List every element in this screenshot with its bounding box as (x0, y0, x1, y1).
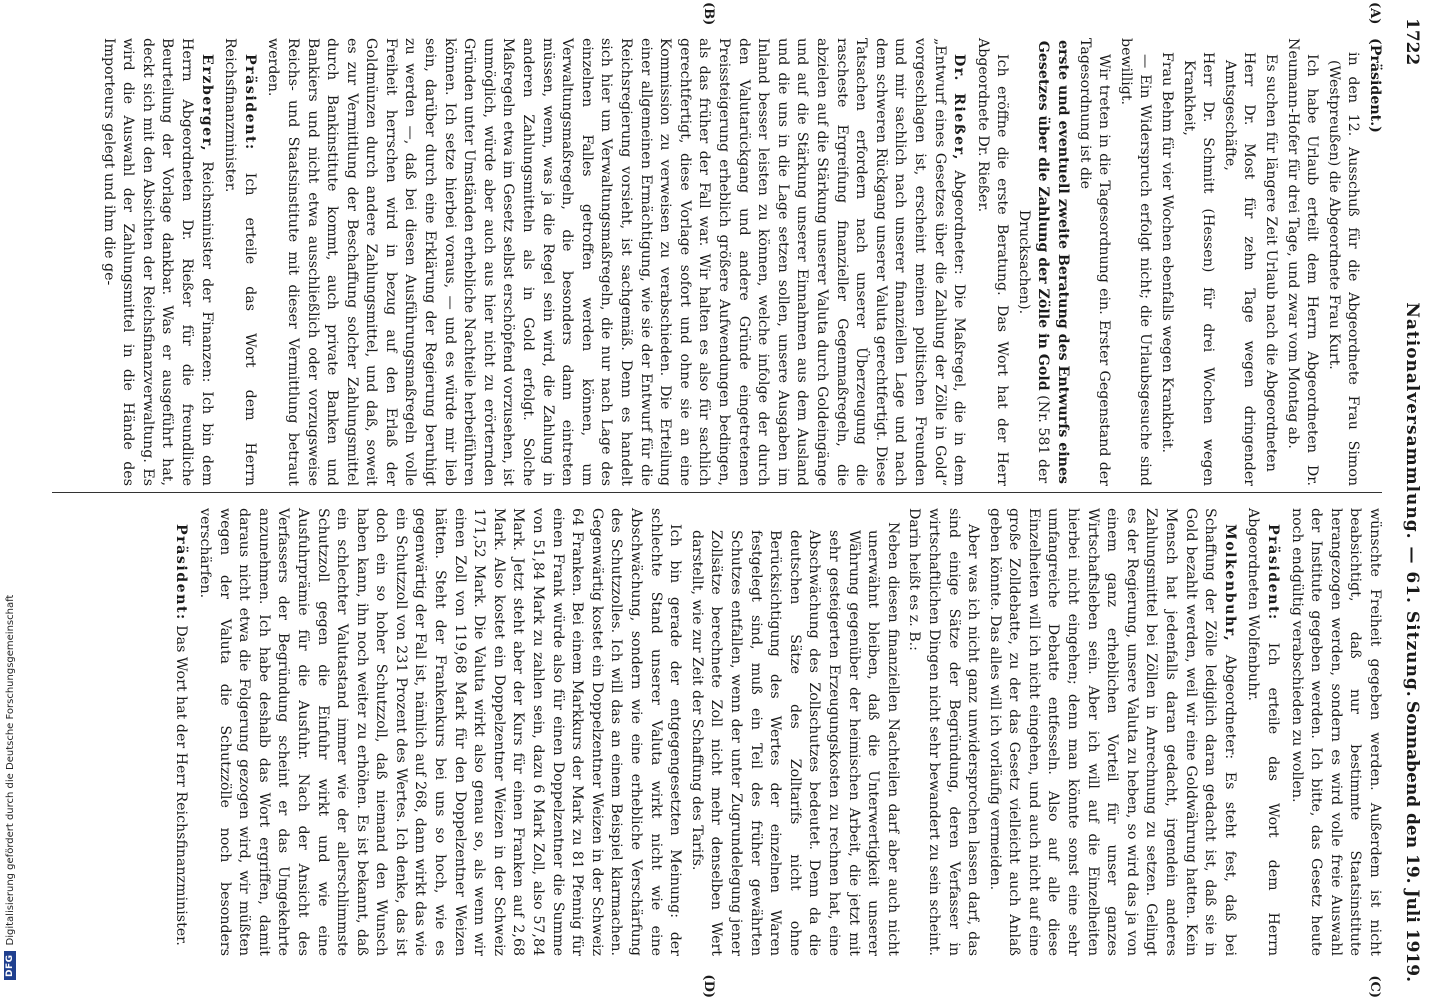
caption-text: Digitalisierung gefördert durch die Deutsche Forschungsgemeinschaft (4, 594, 16, 946)
speech: Präsident: Ich erteile das Wort dem Herrn Abgeordneten Wolfenbuhr. (1245, 508, 1282, 956)
quotation: Neben diesen finanziellen Nachteilen darf aber auch nicht unerwähnt bleiben, daß die Unterwertigkeit unserer Währung gegenüber der heimischen Arbeit, die jetzt mit sehr gesteigerten Erzeugungskosten zu rechnen hat, eine Abschwächung des Zollschutzes bedeutet. Denn da die deutschen Sätze des Zolltarifs nicht ohne Berücksichtigung des Wertes der einzelnen Waren festgelegt sind, muß ein Teil des früher gewährten Schutzes entfallen, wenn der unter Zugrundelegung jener Zollsätze berechnete Zoll nicht mehr denselben Wert darstellt, wie zur Zeit der Schaffung des Tarifs. (688, 522, 901, 956)
speech: Präsident: Das Wort hat der Herr Reichsfinanzminister. (173, 524, 190, 946)
paragraph: Ich habe Urlaub erteilt dem Herrn Abgeordneten Dr. Neumann-Hofer für drei Tage, und zwar vom Montag ab. (1284, 38, 1321, 486)
list-item: Frau Behm für vier Wochen ebenfalls wegen Krankheit. (1159, 52, 1176, 453)
list-item: Herr Dr. Most für zehn Tage wegen dringender Amtsgeschäfte, (1221, 52, 1258, 486)
dfg-logo: DFG (4, 951, 16, 980)
speech: Dr. Rießer, Abgeordneter: Die Maßregel, die in dem „Entwurf eines Gesetzes über die Zahlung der Zölle in Gold“ vorgeschlagen ist, erscheint meinen politischen Freunden und mir sachlich nach unserer finanziellen Lage und nach dem schweren Rückgang unserer Valuta gerechtfertigt. Diese Tatsachen erfordern nach unserer Überzeugung die rascheste Ergreifung finanzieller Gegenmaßregeln, die abzielen auf die Stärkung unserer Valuta durch Goldeingänge und auf die Stärkung unserer Einnahmen aus dem Ausland und die uns in die Lage setzen sollen, unsere Ausgaben im Inland besser leisten zu können, welche infolge der durch den Valutarückgang und andere Gründe eingetretenen Preissteigerung erheblich größere Aufwendungen bedingen, als das früher der Fall war. Wir halten es also für sachlich gerechtfertigt, diese Vorlage sofort und ohne sie an eine Kommission zu verweisen zu verabschieden. Die Erteilung einer allgemeinen Ermächtigung, wie sie der Entwurf für die Reichsregierung vorsieht, ist sachgemäß. Denn es handelt sich hier um Verwaltungsmaßregeln, die nur nach Lage des einzelnen Falles getroffen werden können, um Verwaltungsmaßregeln, die besonders dann eintreten müssen, wenn, was ja die Regel sein wird, die Zahlung in anderen Zahlungsmitteln als in Gold erfolgt. Solche Maßregeln etwa im Gesetz selbst erschöpfend vorzusehen, ist unmöglich, würde aber auch aus hier nicht zu erörternden Gründen unter Umständen erhebliche Nachteile herbeiführen können. Ich setze hierbei voraus, — und es würde mir lieb sein, darüber durch eine Erklärung der Regierung beruhigt zu werden —, daß bei diesen Ausführungsmaßregeln volle Freiheit herrschen wird in bezug auf den Erlaß der Goldmünzen durch andere Zahlungsmittel, und daß, soweit es zur Vermittlung der Beschaffung solcher Zahlungsmittel durch Bankinstitute kommt, auch private Banken und Bankiers und nicht etwa ausschließlich oder vorzugsweise Reichs- und Staatsinstitute mit dieser Vermittlung betraut werden. (265, 38, 968, 486)
margin-mark-a: (A) (1367, 2, 1382, 25)
agenda-item: erste und eventuell zweite Beratung des Entwurfs eines Gesetzes über die Zahlung der Zölle in Gold (Nr. 581 der Drucksachen). (1015, 40, 1072, 484)
paragraph: Ich bin gerade der entgegengesetzten Meinung: der schlechte Stand unserer Valuta wirkt nicht wie eine Abschwächung, sondern wie eine erhebliche Verschärfung des Schutzzolles. Ich will das an einem Beispiel klarmachen. Gegenwärtig kostet ein Doppelzentner Weizen in der Schweiz 64 Franken. Bei einem Markkurs der Mark zu 81 Pfennig für einen Frank würde also für einen Doppelzentner die Summe von 51,84 Mark zu zahlen sein, dazu 6 Mark Zoll, also 57,84 Mark. Jetzt steht aber der Kurs für einen Franken auf 2,68 Mark. Also kostet ein Doppelzentner Weizen in der Schweiz 171,52 Mark. Die Valuta wirkt also genau so, als wenn wir einen Zoll von 119,68 Mark für den Doppelzentner Weizen hätten. Steht der Frankenkurs bei uns so hoch, wie es gegenwärtig der Fall ist, nämlich auf 268, dann wirkt das wie ein Schutzzoll von 231 Prozent des Wertes. Ich denke, das ist doch ein so hoher Schutzzoll, daß niemand den Wunsch haben kann, ihn noch weiter zu erhöhen. Es ist bekannt, daß ein schlechter Valutastand immer wie der allerschlimmste Schutzzoll gegen die Einfuhr wirkt und wie eine Ausfuhrprämie für die Ausfuhr. Nach der Ansicht des Verfassers der Begründung scheint er das Umgekehrte anzunehmen. Ich habe deshalb das Wort ergriffen, damit daraus nicht etwa die Folgerung gezogen wird, wir müßten wegen der Valuta die Schutzzölle noch besonders verschärfen. (196, 508, 684, 956)
session-date: Sonnabend den 19. Juli 1919. (1402, 700, 1422, 982)
list-item: Herr Dr. Schmitt (Hessen) für drei Wochen wegen Krankheit, (1180, 52, 1217, 486)
page-number: 1722 (1402, 18, 1422, 66)
rotated-page (40, 0, 1434, 1000)
speaker-label: (Präsident.) (1367, 38, 1383, 133)
margin-mark-b: (B) (701, 2, 716, 26)
speech: Präsident: Ich erteile das Wort dem Herrn Reichsfinanzminister. (222, 38, 258, 486)
paragraph: Aber was ich nicht ganz unwidersprochen lassen darf, das sind einige Sätze der Begründung, deren Verfasser in wirtschaftlichen Dingen nicht sehr bewandert zu sein scheint. Darin heißt es z. B.: (906, 508, 982, 956)
page-title: Nationalversammlung. — 61. Sitzung. (1402, 302, 1422, 698)
paragraph: Ich eröffne die erste Beratung. Das Wort hat der Herr Abgeordnete Dr. Rießer. (974, 38, 1011, 486)
left-column (96, 38, 1384, 486)
page-header (1396, 18, 1422, 982)
column-divider (52, 492, 1382, 493)
paragraph: Es suchen für längere Zeit Urlaub nach die Abgeordneten (1263, 54, 1280, 472)
paragraph: Wir treten in die Tagesordnung ein. Erster Gegenstand der Tagesordnung ist die (1076, 38, 1113, 486)
speech: Erzberger, Reichsminister der Finanzen: Ich bin dem Herrn Abgeordneten Dr. Rießer für die freundliche Beurteilung der Vorlage dankbar. Was er ausgeführt hat, deckt sich mit den Absichten der Reichsfinanzverwaltung. Es wird die Auswahl der Zahlungsmittel in die Hände des Importeurs gelegt und ihm die ge- (100, 38, 215, 486)
paragraph: — Ein Widerspruch erfolgt nicht; die Urlaubsgesuche sind bewilligt. (1117, 38, 1154, 486)
right-column (169, 508, 1384, 956)
margin-mark-d: (D) (701, 974, 716, 998)
digitization-caption (0, 0, 22, 1000)
paragraph: in den 12. Ausschuß für die Abgeordnete Frau Simon (Westpreußen) die Abgeordnete Frau Kurt. (1325, 52, 1362, 486)
speech: Molkenbuhr, Abgeordneter: Es steht fest, daß bei Schaffung der Zölle lediglich daran gedacht ist, daß sie in Gold bezahlt werden, weil wir eine Goldwährung hatten. Kein Mensch hat jedenfalls daran gedacht, irgendein anderes Zahlungsmittel bei Zöllen in Anrechnung zu setzen. Gelingt es der Regierung, unsere Valuta zu heben, so wird das ja von einem ganz erheblichen Vorteil für unser ganzes Wirtschaftsleben sein. Aber ich will auf die Einzelheiten hierbei nicht eingehen; denn man könnte sonst eine sehr umfangreiche Debatte entfesseln. Also auf alle diese Einzelheiten will ich nicht eingehen, und auch nicht auf eine große Zolldebatte, zu der das Gesetz vielleicht auch Anlaß geben könnte. Das alles will ich vorläufig vermeiden. (986, 508, 1238, 957)
page-scan (40, 0, 1434, 1000)
paragraph: wünschte Freiheit gegeben werden. Außerdem ist nicht beabsichtigt, daß nur bestimmte Staatsinstitute herangezogen werden, sondern es wird volle freie Auswahl der Institute gegeben werden. Ich bitte, das Gesetz heute noch endgültig verabschieden zu wollen. (1288, 508, 1383, 956)
margin-mark-c: (C) (1367, 975, 1382, 998)
